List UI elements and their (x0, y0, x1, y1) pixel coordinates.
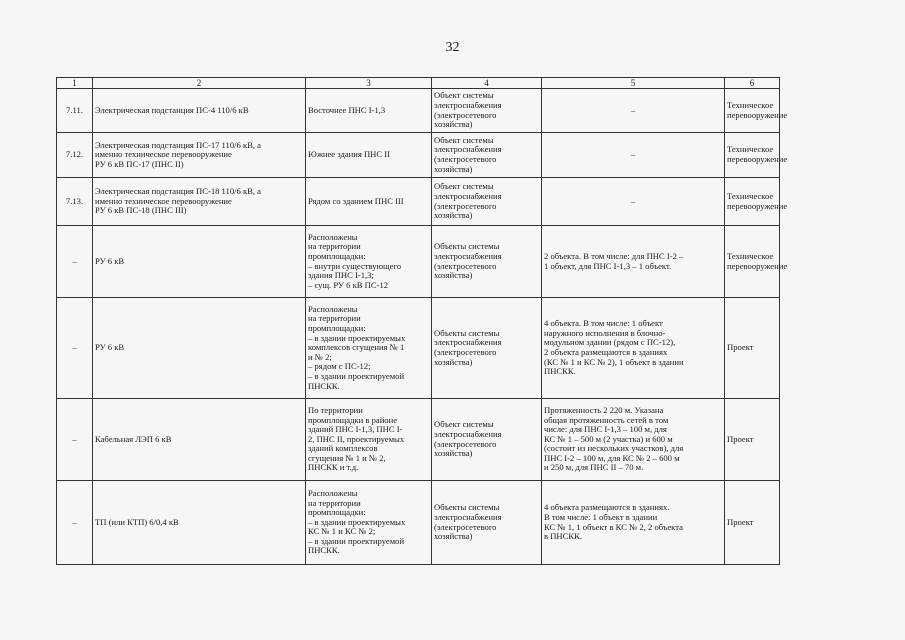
object-name: Электрическая подстанция ПС-4 110/6 кВ (93, 89, 306, 133)
object-location: Восточнее ПНС I-1,3 (306, 89, 432, 133)
table-row (57, 399, 780, 481)
object-type: Объекты системы электроснабжения (электросетевого хозяйства) (432, 226, 542, 298)
object-location: Расположены на территории промплощадки: – в здании проектируемых КС № 1 и КС № 2; – в здании проектируемой ПНСКК. (306, 481, 432, 565)
object-type: Объект системы электроснабжения (электросетевого хозяйства) (432, 178, 542, 226)
object-purpose: Техническое перевооружение (725, 226, 780, 298)
object-name: Кабельная ЛЭП 6 кВ (93, 399, 306, 481)
column-header: 1 (57, 78, 93, 89)
row-number: – (57, 298, 93, 399)
row-number: 7.12. (57, 133, 93, 178)
object-type: Объекты системы электроснабжения (электросетевого хозяйства) (432, 481, 542, 565)
object-purpose: Проект (725, 298, 780, 399)
object-purpose: Проект (725, 399, 780, 481)
object-type: Объект системы электроснабжения (электросетевого хозяйства) (432, 133, 542, 178)
object-location: Расположены на территории промплощадки: – в здании проектируемых комплексов сгущения № 1 и № 2; – рядом с ПС-12; – в здании проектируемой ПНСКК. (306, 298, 432, 399)
object-purpose: Техническое перевооружение (725, 178, 780, 226)
object-purpose: Проект (725, 481, 780, 565)
object-location: Рядом со зданием ПНС III (306, 178, 432, 226)
column-header: 6 (725, 78, 780, 89)
object-name: РУ 6 кВ (93, 226, 306, 298)
object-name: Электрическая подстанция ПС-18 110/6 кВ, а именно техническое перевооружение РУ 6 кВ ПС-18 (ПНС III) (93, 178, 306, 226)
table-row (57, 481, 780, 565)
object-location: Южнее здания ПНС II (306, 133, 432, 178)
object-name: Электрическая подстанция ПС-17 110/6 кВ, а именно техническое перевооружение РУ 6 кВ ПС-17 (ПНС II) (93, 133, 306, 178)
column-header: 2 (93, 78, 306, 89)
table-row (57, 226, 780, 298)
row-number: – (57, 481, 93, 565)
object-details: Протяженность 2 220 м. Указана общая протяженность сетей в том числе: для ПНС I-1,3 – 100 м, для КС № 1 – 500 м (2 участка) и 600 м (состоит из нескольких участков), для ПНС I-2 – 100 м, для КС № 2 – 600 м и 250 м, для ПНС II – 70 м. (542, 399, 725, 481)
row-number: 7.11. (57, 89, 93, 133)
object-type: Объект системы электроснабжения (электросетевого хозяйства) (432, 399, 542, 481)
object-location: По территории промплощадки в районе зданий ПНС I-1,3, ПНС I- 2, ПНС II, проектируемых зданий комплексов сгущения № 1 и № 2, ПНСКК и т.д. (306, 399, 432, 481)
column-header: 5 (542, 78, 725, 89)
row-number: 7.13. (57, 178, 93, 226)
table-row (57, 133, 780, 178)
table-row (57, 89, 780, 133)
object-purpose: Техническое перевооружение (725, 89, 780, 133)
table-row (57, 298, 780, 399)
row-number: – (57, 399, 93, 481)
object-type: Объекты системы электроснабжения (электросетевого хозяйства) (432, 298, 542, 399)
table-header-row (57, 78, 780, 89)
table-row (57, 178, 780, 226)
object-location: Расположены на территории промплощадки: – внутри существующего здания ПНС I-1,3; – сущ. РУ 6 кВ ПС-12 (306, 226, 432, 298)
column-header: 3 (306, 78, 432, 89)
object-name: ТП (или КТП) 6/0,4 кВ (93, 481, 306, 565)
object-details: – (542, 178, 725, 226)
object-name: РУ 6 кВ (93, 298, 306, 399)
column-header: 4 (432, 78, 542, 89)
object-details: 2 объекта. В том числе: для ПНС I-2 – 1 объект, для ПНС I-1,3 – 1 объект. (542, 226, 725, 298)
object-details: – (542, 133, 725, 178)
row-number: – (57, 226, 93, 298)
object-details: 4 объекта размещаются в зданиях. В том числе: 1 объект в здании КС № 1, 1 объект в КС № 2, 2 объекта в ПНСКК. (542, 481, 725, 565)
object-details: – (542, 89, 725, 133)
object-type: Объект системы электроснабжения (электросетевого хозяйства) (432, 89, 542, 133)
objects-table (56, 77, 788, 565)
page-number: 32 (445, 40, 460, 55)
object-details: 4 объекта. В том числе: 1 объект наружного исполнения в блочно- модульном здании (рядом с ПС-12), 2 объекта размещаются в зданиях (КС № 1 и КС № 2), 1 объект в здании ПНСКК. (542, 298, 725, 399)
object-purpose: Техническое перевооружение (725, 133, 780, 178)
